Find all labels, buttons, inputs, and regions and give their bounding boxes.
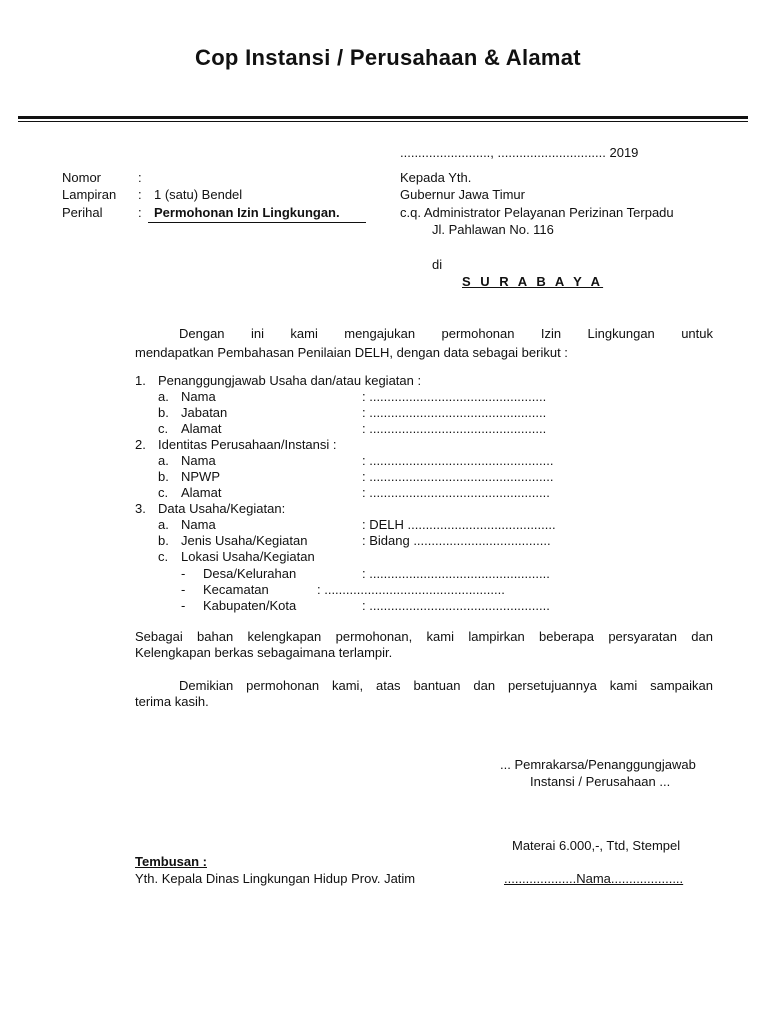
section3-item-letter: c. (158, 549, 169, 564)
lokasi-value: : .................................................. (362, 598, 550, 613)
lokasi-value: : .................................................. (362, 566, 550, 581)
intro-line1: Dengan ini kami mengajukan permohonan Izin Lingkungan untuk (179, 326, 713, 341)
section1-item-letter: b. (158, 405, 169, 420)
para3-line1: Demikian permohonan kami, atas bantuan dan persetujuannya kami sampaikan (179, 678, 713, 693)
letterhead-rule-thick (18, 116, 748, 119)
section2-item-label: Alamat (181, 485, 222, 500)
section1-item-label: Nama (181, 389, 216, 404)
nomor-label: Nomor (62, 170, 102, 185)
tembusan-label: Tembusan : (135, 854, 207, 869)
signature-name: ....................Nama.................... (504, 871, 684, 886)
nomor-colon: : (138, 170, 142, 185)
section2-item-value: : ................................................... (362, 453, 554, 468)
para2-first-line (135, 629, 713, 645)
section3-item-label: Jenis Usaha/Kegiatan (181, 533, 308, 548)
section2-item-label: NPWP (181, 469, 220, 484)
lokasi-value: : .................................................. (317, 582, 505, 597)
lokasi-dash: - (181, 566, 186, 581)
section3-item-letter: b. (158, 533, 169, 548)
section1-title: Penanggungjawab Usaha dan/atau kegiatan : (158, 373, 422, 388)
lampiran-value: 1 (satu) Bendel (154, 187, 243, 202)
signature-line1: ... Pemrakarsa/Penanggungjawab (500, 757, 696, 772)
section3-item-letter: a. (158, 517, 169, 532)
para3-first-line (135, 678, 713, 694)
lokasi-label: Kabupaten/Kota (203, 598, 297, 613)
section1-number: 1. (135, 373, 146, 388)
section3-number: 3. (135, 501, 146, 516)
para3-line2: terima kasih. (135, 694, 209, 709)
lampiran-label: Lampiran (62, 187, 117, 202)
section1-item-letter: a. (158, 389, 169, 404)
signature-line2: Instansi / Perusahaan ... (530, 774, 671, 789)
lokasi-label: Kecamatan (203, 582, 269, 597)
lokasi-dash: - (181, 598, 186, 613)
section2-item-value: : .................................................. (362, 485, 550, 500)
perihal-label: Perihal (62, 205, 103, 220)
recipient-line1: Kepada Yth. (400, 170, 472, 185)
section1-item-letter: c. (158, 421, 169, 436)
perihal-value: Permohonan Izin Lingkungan. (154, 205, 340, 220)
para2-line1: Sebagai bahan kelengkapan permohonan, kami lampirkan beberapa persyaratan dan (135, 629, 713, 644)
recipient-city: S U R A B A Y A (462, 274, 604, 289)
section1-item-value: : ................................................. (362, 389, 547, 404)
section3-item-label: Lokasi Usaha/Kegiatan (181, 549, 315, 564)
section3-title: Data Usaha/Kegiatan: (158, 501, 286, 516)
section1-item-label: Alamat (181, 421, 222, 436)
section2-title: Identitas Perusahaan/Instansi : (158, 437, 337, 452)
tembusan-line1: Yth. Kepala Dinas Lingkungan Hidup Prov. Jatim (135, 871, 416, 886)
intro-paragraph (135, 326, 713, 342)
section2-item-label: Nama (181, 453, 216, 468)
section2-item-letter: b. (158, 469, 169, 484)
section2-item-letter: a. (158, 453, 169, 468)
recipient-line2: Gubernur Jawa Timur (400, 187, 525, 202)
section1-item-value: : ................................................. (362, 421, 547, 436)
section1-item-label: Jabatan (181, 405, 228, 420)
perihal-colon: : (138, 205, 142, 220)
materai-note: Materai 6.000,-, Ttd, Stempel (512, 838, 681, 853)
section2-item-letter: c. (158, 485, 169, 500)
recipient-di: di (432, 257, 443, 272)
section2-number: 2. (135, 437, 146, 452)
letterhead-title: Cop Instansi / Perusahaan & Alamat (195, 45, 581, 70)
lokasi-dash: - (181, 582, 186, 597)
letterhead-rule-thin (18, 121, 748, 122)
section3-item-label: Nama (181, 517, 216, 532)
para2-line2: Kelengkapan berkas sebagaimana terlampir. (135, 645, 393, 660)
lampiran-colon: : (138, 187, 142, 202)
intro-line2: mendapatkan Pembahasan Penilaian DELH, dengan data sebagai berikut : (135, 345, 568, 360)
date-line: ........................., .............................. 2019 (400, 145, 639, 160)
lokasi-label: Desa/Kelurahan (203, 566, 297, 581)
recipient-line3: c.q. Administrator Pelayanan Perizinan Terpadu (400, 205, 674, 220)
recipient-line4: Jl. Pahlawan No. 116 (432, 222, 554, 237)
perihal-underline (148, 222, 366, 223)
section2-item-value: : ................................................... (362, 469, 554, 484)
section1-item-value: : ................................................. (362, 405, 547, 420)
section3-item-value: : DELH ......................................... (362, 517, 556, 532)
section3-item-value: : Bidang ...................................... (362, 533, 551, 548)
